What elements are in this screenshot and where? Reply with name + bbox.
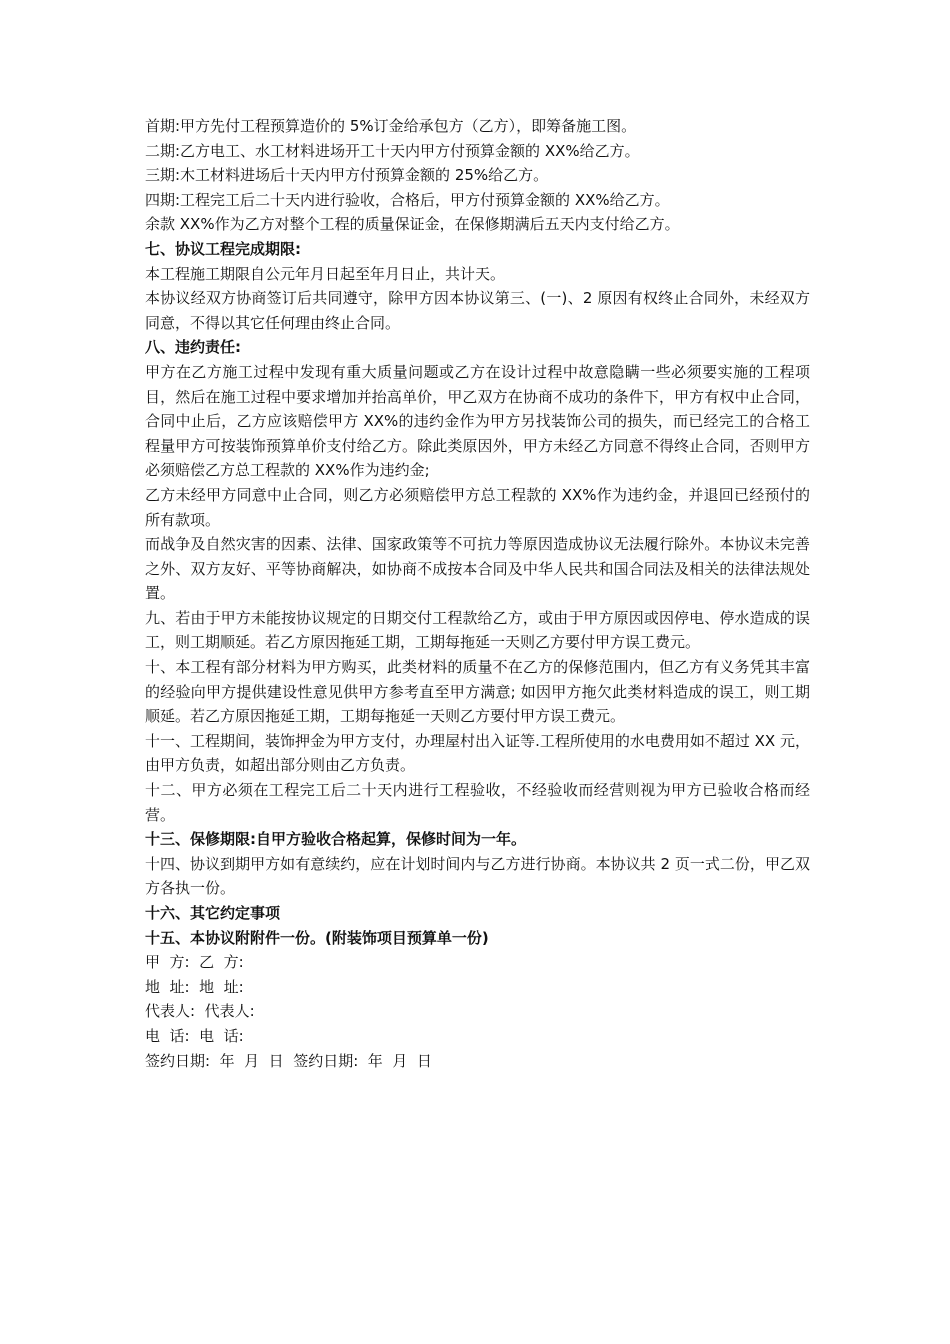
clause-payment-second: 二期:乙方电工、水工材料进场开工十天内甲方付预算金额的 XX%给乙方。 bbox=[145, 141, 640, 160]
clause-fourteen-renewal: 十四、协议到期甲方如有意续约，应在计划时间内与乙方进行协商。本协议共 2 页一式二份，甲乙双方各执一份。 bbox=[145, 854, 810, 898]
clause-payment-third: 三期:木工材料进场后十天内甲方付预算金额的 25%给乙方。 bbox=[145, 166, 549, 185]
clause-eleven-deposit: 十一、工程期间，装饰押金为甲方支付，办理屋村出入证等.工程所使用的水电费用如不超过 XX 元，由甲方负责，如超出部分则由乙方负责。 bbox=[145, 731, 810, 775]
clause-payment-balance: 余款 XX%作为乙方对整个工程的质量保证金，在保修期满后五天内支付给乙方。 bbox=[145, 215, 680, 234]
signature-parties: 甲 方: 乙 方: bbox=[145, 953, 244, 972]
signature-date: 签约日期: 年 月 日 签约日期: 年 月 日 bbox=[145, 1051, 432, 1070]
signature-address: 地 址: 地 址: bbox=[145, 977, 244, 996]
clause-termination: 本协议经双方协商签订后共同遵守，除甲方因本协议第三、(一)、2 原因有权终止合同外，未经双方同意，不得以其它任何理由终止合同。 bbox=[145, 289, 810, 332]
clause-liability-party-b: 乙方未经甲方同意中止合同，则乙方必须赔偿甲方总工程款的 XX%作为违约金，并退回已经预付的所有款项。 bbox=[145, 485, 810, 529]
signature-representative: 代表人: 代表人: bbox=[145, 1002, 255, 1021]
section-heading-liability: 八、违约责任: bbox=[145, 338, 241, 357]
clause-fifteen-attachment: 十五、本协议附附件一份。(附装饰项目预算单一份) bbox=[145, 928, 489, 947]
clause-nine-delay: 九、若由于甲方未能按协议规定的日期交付工程款给乙方，或由于甲方原因或因停电、停水造成的误工，则工期顺延。若乙方原因拖延工期，工期每拖延一天则乙方要付甲方误工费元。 bbox=[145, 608, 810, 652]
section-heading-completion-period: 七、协议工程完成期限: bbox=[145, 239, 301, 258]
clause-sixteen-other: 十六、其它约定事项 bbox=[145, 904, 281, 922]
clause-payment-first: 首期:甲方先付工程预算造价的 5%订金给承包方（乙方），即筹备施工图。 bbox=[145, 117, 637, 135]
clause-construction-period: 本工程施工期限自公元年月日起至年月日止，共计天。 bbox=[145, 264, 506, 283]
clause-payment-fourth: 四期:工程完工后二十天内进行验收，合格后，甲方付预算金额的 XX%给乙方。 bbox=[145, 190, 670, 209]
signature-phone: 电 话: 电 话: bbox=[145, 1026, 244, 1045]
clause-twelve-acceptance: 十二、甲方必须在工程完工后二十天内进行工程验收，不经验收而经营则视为甲方已验收合格而经营。 bbox=[145, 781, 810, 824]
clause-liability-party-a: 甲方在乙方施工过程中发现有重大质量问题或乙方在设计过程中故意隐瞒一些必须要实施的工程项目，然后在施工过程中要求增加并抬高单价，甲乙双方在协商不成功的条件下，甲方有权中止合同，合同中止后，乙方应该赔偿甲方 XX%的违约金作为甲方另找装饰公司的损失，而已经完工的合格工程量甲方可按装饰预算单价支付给乙方。除此类原因外，甲方未经乙方同意不得终止合同，否则甲方必须赔偿乙方总工程款的 XX%作为违约金; bbox=[145, 362, 810, 480]
clause-force-majeure: 而战争及自然灾害的因素、法律、国家政策等不可抗力等原因造成协议无法履行除外。本协议未完善之外、双方友好、平等协商解决，如协商不成按本合同及中华人民共和国合同法及相关的法律法规处置。 bbox=[145, 535, 810, 603]
clause-thirteen-warranty: 十三、保修期限:自甲方验收合格起算，保修时间为一年。 bbox=[145, 830, 527, 849]
clause-ten-materials: 十、本工程有部分材料为甲方购买，此类材料的质量不在乙方的保修范围内，但乙方有义务凭其丰富的经验向甲方提供建设性意见供甲方参考直至甲方满意; 如因甲方拖欠此类材料造成的误工，则工期顺延。若乙方原因拖延工期，工期每拖延一天则乙方要付甲方误工费元。 bbox=[145, 658, 810, 726]
contract-document bbox=[145, 114, 810, 1073]
